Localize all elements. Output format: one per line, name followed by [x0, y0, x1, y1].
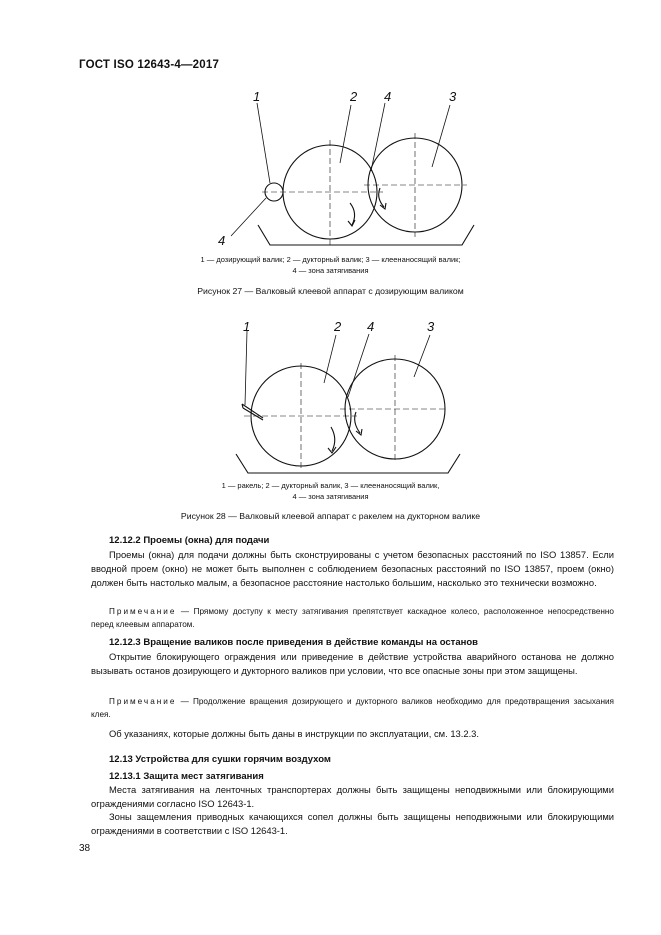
- section-12-13-1-paragraph-2: Зоны защемления приводных качающихся сопел должны быть защищены неподвижными или блокирующими ограждениями в соответствии с ISO 12643-1.: [91, 811, 614, 836]
- fig27-label-4-bottom: 4: [218, 233, 226, 248]
- fig27-label-2: 2: [350, 89, 358, 104]
- doctor-blade: [242, 404, 263, 420]
- rotation-arrow-2: [331, 427, 335, 451]
- figure-27-legend: [0, 254, 661, 276]
- figure-27-legend-line-1: 1 — дозирующий валик; 2 — дукторный валик; 3 — клеенаносящий валик;: [200, 255, 461, 264]
- note-text: — Прямому доступу к месту затягивания препятствует каскадное колесо, расположенное непосредственно перед клеевым аппаратом.: [91, 607, 614, 629]
- leader-4: [348, 334, 369, 397]
- leader-1: [257, 103, 270, 183]
- page-number: 38: [79, 843, 91, 854]
- section-12-13-1-paragraph-1: Места затягивания на ленточных транспортерах должны быть защищены неподвижными или блокирующими ограждениями согласно ISO 12643-1.: [91, 784, 614, 809]
- note-text: — Продолжение вращения дозирующего и дукторного валиков необходимо для предотвращения засыхания клея.: [91, 697, 614, 719]
- section-12-12-3-title: 12.12.3 Вращение валиков после приведения в действие команды на останов: [109, 637, 478, 648]
- note-label: Примечание: [109, 697, 177, 706]
- leader-4-top: [371, 103, 385, 171]
- fig28-label-3: 3: [427, 319, 435, 334]
- section-12-12-3-paragraph: Открытие блокирующего ограждения или приведение в действие устройства аварийного останова не должно вызывать останов дозирующего и дукторного валиков при условии, что все опасные зоны при этом защищены.: [91, 651, 614, 676]
- fig27-label-4-top: 4: [384, 89, 392, 104]
- section-12-13-1-title: 12.13.1 Защита мест затягивания: [109, 771, 264, 782]
- rotation-arrow-3: [379, 188, 384, 207]
- tray: [236, 454, 460, 473]
- section-12-12-2-title: 12.12.2 Проемы (окна) для подачи: [109, 535, 270, 546]
- leader-2: [340, 105, 351, 163]
- figure-28-diagram: [0, 315, 661, 485]
- leader-1: [245, 331, 247, 405]
- section-12-13-title: 12.13 Устройства для сушки горячим воздухом: [109, 754, 331, 765]
- fig27-label-1: 1: [253, 89, 261, 104]
- document-header: ГОСТ ISO 12643-4—2017: [79, 59, 220, 71]
- figure-28-legend-line-2: 4 — зона затягивания: [292, 492, 369, 501]
- section-12-12-2-paragraph: Проемы (окна) для подачи должны быть сконструированы с учетом безопасных расстояний по ISO 13857. Если вводной проем (окно) не может быть выполнен с соблюдением безопасных расстояний по ISO 13857, проем (окно) должен быть настолько малым, а безопасное расстояние настолько большим, насколько это технически возможно.: [91, 549, 614, 588]
- figure-28-legend-line-1: 1 — ракель; 2 — дукторный валик, 3 — клеенаносящий валик,: [221, 481, 440, 490]
- fig28-label-1: 1: [243, 319, 251, 334]
- figure-28-legend: [0, 480, 661, 502]
- note-label: Примечание: [109, 607, 177, 616]
- figure-28-caption: Рисунок 28 — Валковый клеевой аппарат с ракелем на дукторном валике: [180, 511, 481, 521]
- tray: [258, 225, 474, 245]
- rotation-arrow-3: [355, 412, 360, 433]
- section-12-12-3-paragraph-2: Об указаниях, которые должны быть даны в инструкции по эксплуатации, см. 13.2.3.: [109, 728, 479, 739]
- fig27-label-3: 3: [449, 89, 457, 104]
- figure-27-caption: Рисунок 27 — Валковый клеевой аппарат с дозирующим валиком: [197, 286, 464, 296]
- figure-27-legend-line-2: 4 — зона затягивания: [292, 266, 369, 275]
- fig28-label-4: 4: [367, 319, 375, 334]
- section-12-12-3-note: [91, 695, 614, 721]
- leader-3: [432, 105, 450, 167]
- fig28-label-2: 2: [334, 319, 342, 334]
- section-12-12-2-note: [91, 605, 614, 631]
